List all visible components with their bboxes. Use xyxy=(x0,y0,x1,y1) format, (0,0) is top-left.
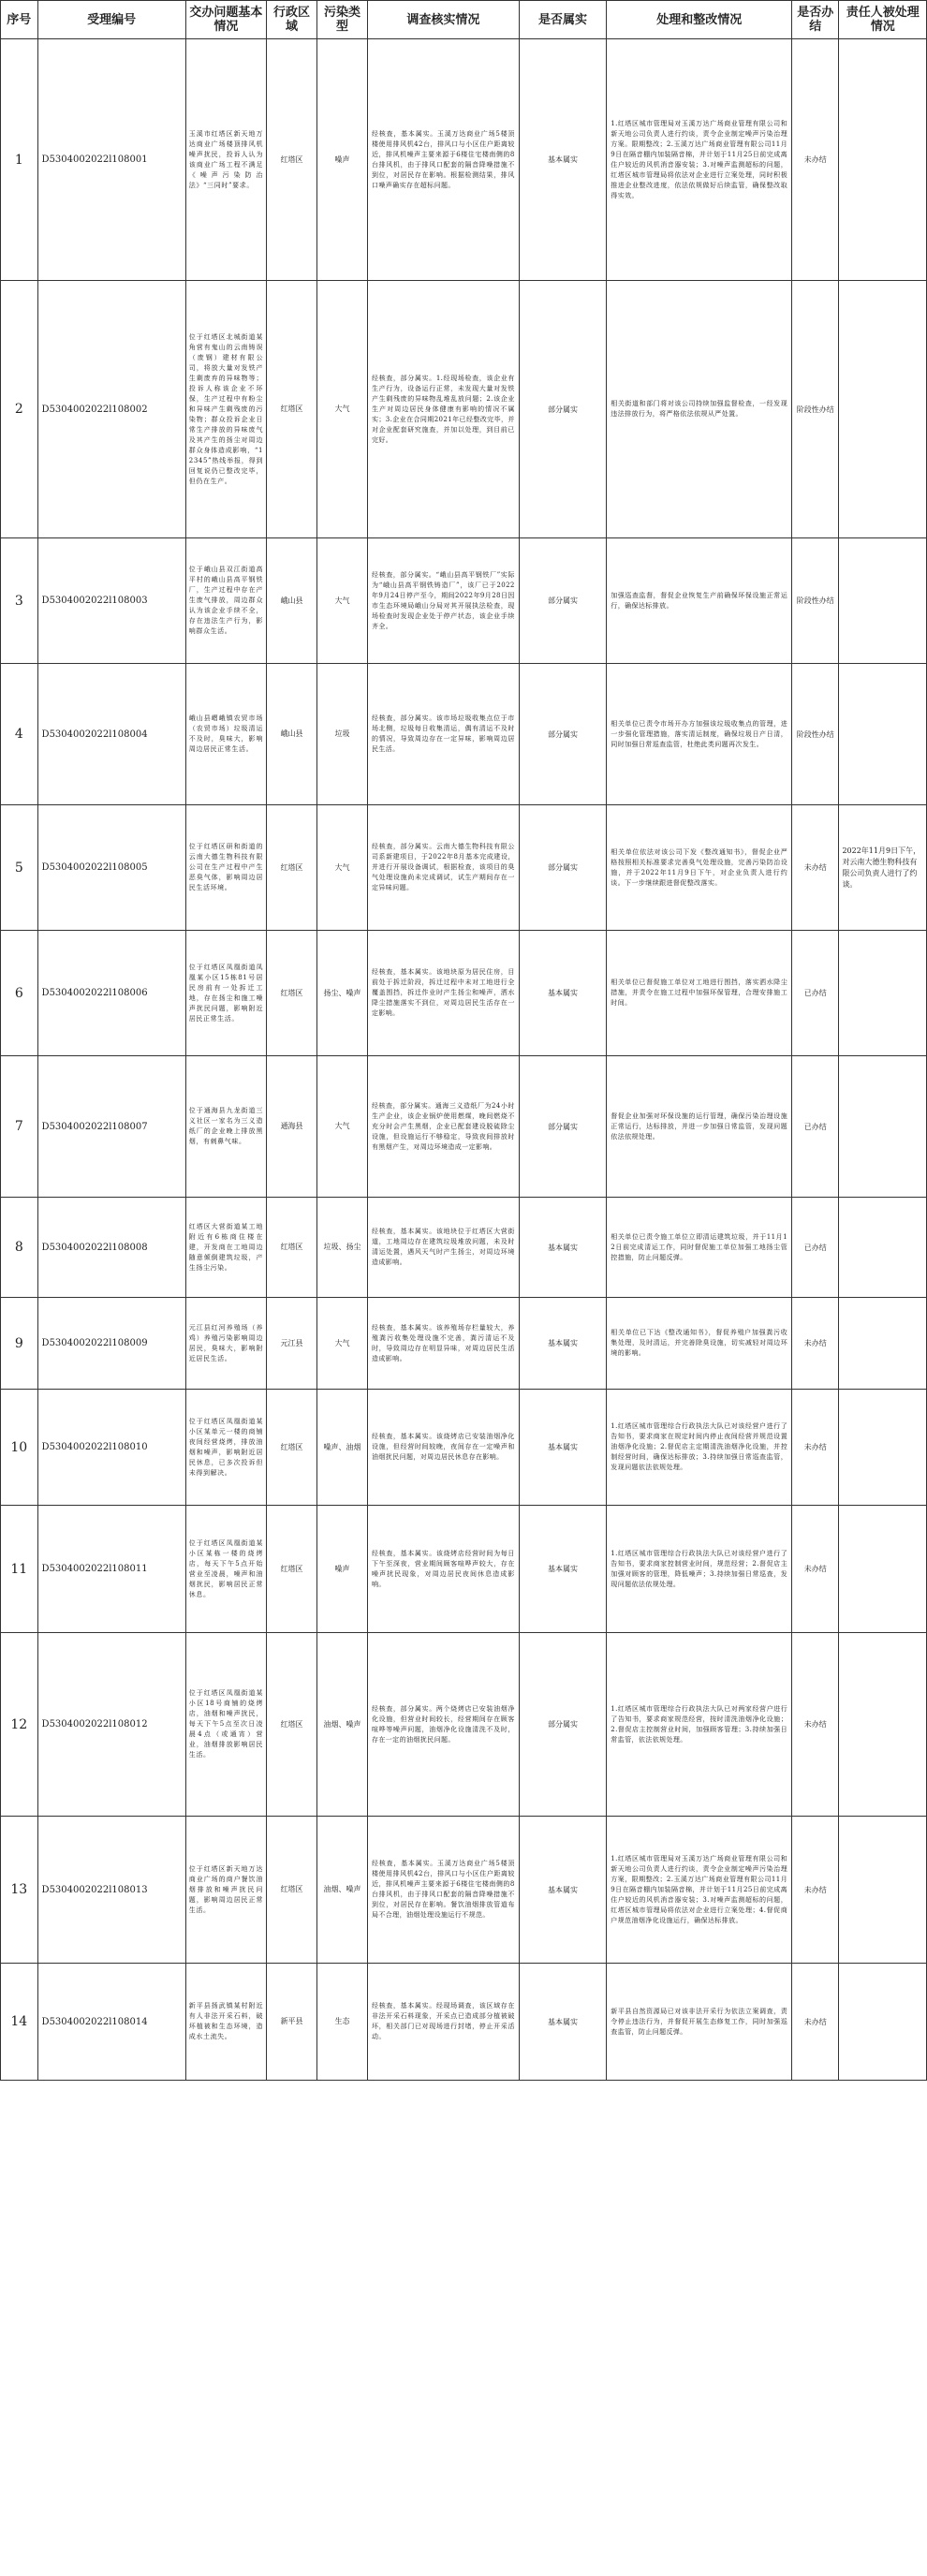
complaint-id: D5304002022l108011 xyxy=(37,1506,185,1633)
investigation-finding: 经核查，基本属实。该地块原为居民住房，目前处于拆迁阶段，拆迁过程中未对工地进行全覆盖围挡，拆迁作业时产生扬尘和噪声，洒水降尘措施落实不到位，对周边居民生活存在一定影响。 xyxy=(367,931,519,1056)
rectification-result: 相关单位依法对该公司下发《整改通知书》，督促企业严格按照相关标准要求完善臭气处理设施，完善污染防治设施，并于2022年11月9日下午，对企业负责人进行约谈。下一步继续跟进督促整改落实。 xyxy=(607,805,792,931)
table-row xyxy=(1,1633,927,1817)
table-row xyxy=(1,281,927,538)
complaint-description: 位于红塔区凤凰街道某小区18号商铺的烧烤店，油烟和噪声扰民，每天下午5点至次日凌晨4点（或通宵）营业，油烟排放影响居民生活。 xyxy=(185,1633,266,1817)
pollution-type: 油烟、噪声 xyxy=(317,1817,368,1964)
verified-status: 基本属实 xyxy=(519,1506,607,1633)
row-number: 10 xyxy=(1,1390,38,1506)
investigation-finding: 经核查，部分属实。通海三义造纸厂为24小时生产企业，该企业锅炉使用燃煤，晚间燃烧不充分时会产生黑烟，企业已配套建设脱硫除尘设施，但设施运行不够稳定，导致夜间排放时有黑烟产生，对周边环境造成一定影响。 xyxy=(367,1056,519,1198)
table-row xyxy=(1,1198,927,1298)
complaint-id: D5304002022l108002 xyxy=(37,281,185,538)
completion-status: 阶段性办结 xyxy=(792,538,839,664)
investigation-finding: 经核查，基本属实。经现场调查，该区域存在非法开采石料现象，开采点已造成部分植被破坏，相关部门已对现场进行封堵，停止开采活动。 xyxy=(367,1964,519,2081)
investigation-finding: 经核查，部分属实。1.经现场检查，该企业有生产行为，设备运行正常，未发现大量对发铁产生剩残废的异味物乱堆乱放问题；2.该企业生产对周边居民身体健康有影响的情况不属实；3.企业在合同期2021年已经整改完毕，并对企业配套研究施查，并加以处理，到目前已完好。 xyxy=(367,281,519,538)
complaint-id: D5304002022l108010 xyxy=(37,1390,185,1506)
table-row xyxy=(1,1298,927,1390)
admin-area: 红塔区 xyxy=(267,931,317,1056)
admin-area: 红塔区 xyxy=(267,1633,317,1817)
rectification-result: 1.红塔区城市管理综合行政执法大队已对两家经营户进行了告知书，要求商家规范经营，按时清洗油烟净化设施；2.督促店主控制营业时间，加强顾客管理；3.持续加强日常监管，依法依规处理。 xyxy=(607,1633,792,1817)
pollution-type: 噪声、油烟 xyxy=(317,1390,368,1506)
completion-status: 未办结 xyxy=(792,1964,839,2081)
row-number: 12 xyxy=(1,1633,38,1817)
complaint-id: D5304002022l108005 xyxy=(37,805,185,931)
admin-area: 红塔区 xyxy=(267,1390,317,1506)
header-desc: 交办问题基本情况 xyxy=(185,1,266,39)
completion-status: 未办结 xyxy=(792,1633,839,1817)
table-row xyxy=(1,1964,927,2081)
row-number: 11 xyxy=(1,1506,38,1633)
responsible-handling xyxy=(839,1390,927,1506)
header-done: 是否办结 xyxy=(792,1,839,39)
complaint-description: 红塔区大营街道某工地附近有6栋商住楼在建，开发商在工地周边随意倾倒建筑垃圾，产生扬尘污染。 xyxy=(185,1198,266,1298)
pollution-type: 大气 xyxy=(317,281,368,538)
completion-status: 未办结 xyxy=(792,1298,839,1390)
header-area: 行政区域 xyxy=(267,1,317,39)
completion-status: 未办结 xyxy=(792,39,839,281)
header-no: 序号 xyxy=(1,1,38,39)
verified-status: 基本属实 xyxy=(519,1298,607,1390)
pollution-type: 扬尘、噪声 xyxy=(317,931,368,1056)
pollution-type: 垃圾、扬尘 xyxy=(317,1198,368,1298)
complaint-description: 新平县扬武镇某村附近有人非法开采石料，破坏植被和生态环境，造成水土流失。 xyxy=(185,1964,266,2081)
verified-status: 部分属实 xyxy=(519,1633,607,1817)
investigation-finding: 经核查，部分属实。“峨山县高平钢铁厂”实际为“峨山县高平钢铁铸造厂”，该厂已于2022年9月24日停产至今，期间2022年9月28日因市生态环境局峨山分局对其开展执法检查，现场检查时发现企业处于停产状态，该企业手续齐全。 xyxy=(367,538,519,664)
responsible-handling xyxy=(839,1198,927,1298)
completion-status: 未办结 xyxy=(792,1506,839,1633)
completion-status: 阶段性办结 xyxy=(792,281,839,538)
investigation-finding: 经核查，基本属实。该养殖场存栏量较大，养殖粪污收集处理设施不完善，粪污清运不及时，导致周边存在明显异味，对周边居民生活造成影响。 xyxy=(367,1298,519,1390)
responsible-handling xyxy=(839,1633,927,1817)
row-number: 1 xyxy=(1,39,38,281)
row-number: 6 xyxy=(1,931,38,1056)
table-header-row xyxy=(1,1,927,39)
table-row xyxy=(1,805,927,931)
responsible-handling xyxy=(839,281,927,538)
investigation-finding: 经核查，部分属实。两个烧烤店已安装油烟净化设施，但营业时间较长，经营期间存在顾客喧哗等噪声问题，油烟净化设施清洗不及时，存在一定的油烟扰民问题。 xyxy=(367,1633,519,1817)
header-is-true: 是否属实 xyxy=(519,1,607,39)
verified-status: 基本属实 xyxy=(519,1198,607,1298)
admin-area: 红塔区 xyxy=(267,1198,317,1298)
responsible-handling xyxy=(839,538,927,664)
admin-area: 红塔区 xyxy=(267,39,317,281)
pollution-type: 大气 xyxy=(317,1056,368,1198)
pollution-type: 噪声 xyxy=(317,39,368,281)
investigation-finding: 经核查，基本属实。玉溪万达商业广场5楼顶楼使用排风机42台，排风口与小区住户距离较近，排风机噪声主要来源于6楼住宅楼南侧的8台排风机，由于排风口配套的隔音降噪措施不到位，对居民存在影响。餐饮油烟排放管道布局不合理，油烟处理设施运行不规范。 xyxy=(367,1817,519,1964)
complaint-id: D5304002022l108014 xyxy=(37,1964,185,2081)
header-result: 处理和整改情况 xyxy=(607,1,792,39)
responsible-handling xyxy=(839,664,927,805)
rectification-result: 相关单位已督促施工单位对工地进行围挡，落实洒水降尘措施，并责令在施工过程中加强环保管理，合理安排施工时间。 xyxy=(607,931,792,1056)
complaint-id: D5304002022l108004 xyxy=(37,664,185,805)
complaint-description: 位于通海县九龙街道三义社区一家名为三义造纸厂的企业晚上排放黑烟，有刺鼻气味。 xyxy=(185,1056,266,1198)
verified-status: 基本属实 xyxy=(519,39,607,281)
verified-status: 基本属实 xyxy=(519,931,607,1056)
table-row xyxy=(1,1056,927,1198)
table-row xyxy=(1,664,927,805)
rectification-result: 相关单位已责令施工单位立即清运建筑垃圾，并于11月12日前完成清运工作，同时督促施工单位加强工地扬尘管控措施，防止问题反弹。 xyxy=(607,1198,792,1298)
complaint-description: 位于峨山县双江街道高平村的峨山县高平钢铁厂，生产过程中存在产生废气排放，周边群众认为该企业手续不全，存在违法生产行为，影响群众生活。 xyxy=(185,538,266,664)
responsible-handling xyxy=(839,1817,927,1964)
admin-area: 红塔区 xyxy=(267,281,317,538)
rectification-result: 1.红塔区城市管理综合行政执法大队已对该经营户进行了告知书，要求商家在规定时间内停止夜间经营并规范设置油烟净化设施；2.督促店主定期清洗油烟净化设施，并控制经营时间，确保达标排放；3.持续加强日常巡查监管，发现问题依法依规处理。 xyxy=(607,1390,792,1506)
rectification-result: 1.红塔区城市管理综合行政执法大队已对该经营户进行了告知书，要求商家控制营业时间，规范经营；2.督促店主加强对顾客的管理，降低噪声；3.持续加强日常巡查，发现问题依法依规处理。 xyxy=(607,1506,792,1633)
verified-status: 部分属实 xyxy=(519,1056,607,1198)
row-number: 13 xyxy=(1,1817,38,1964)
investigation-finding: 经核查，基本属实。该烧烤店已安装油烟净化设施，但经营时间较晚，夜间存在一定噪声和油烟扰民问题，对周边居民休息存在影响。 xyxy=(367,1390,519,1506)
completion-status: 未办结 xyxy=(792,1817,839,1964)
responsible-handling: 2022年11月9日下午，对云南大德生物科技有限公司负责人进行了约谈。 xyxy=(839,805,927,931)
row-number: 4 xyxy=(1,664,38,805)
table-row xyxy=(1,1390,927,1506)
rectification-result: 相关街道和部门将对该公司持续加强监督检查，一经发现违法排放行为，将严格依法依规从严处置。 xyxy=(607,281,792,538)
rectification-result: 相关单位已下达《整改通知书》，督促养殖户加强粪污收集处理，及时清运，并完善除臭设施，切实减轻对周边环境的影响。 xyxy=(607,1298,792,1390)
header-id: 受理编号 xyxy=(37,1,185,39)
responsible-handling xyxy=(839,1298,927,1390)
verified-status: 基本属实 xyxy=(519,1390,607,1506)
completion-status: 已办结 xyxy=(792,1198,839,1298)
responsible-handling xyxy=(839,931,927,1056)
admin-area: 通海县 xyxy=(267,1056,317,1198)
complaint-description: 位于红塔区凤凰街道某小区某单元一楼的商铺夜间经营烧烤，排放油烟和噪声，影响附近居民休息，已多次投诉但未得到解决。 xyxy=(185,1390,266,1506)
complaint-description: 玉溪市红塔区新天地万达商业广场楼顶排风机噪声扰民，投诉人认为该商业广场工程不满足《噪声污染防治法》“三同时”要求。 xyxy=(185,39,266,281)
investigation-finding: 经核查，基本属实。玉溪万达商业广场5楼顶楼使用排风机42台，排风口与小区住户距离较近，排风机噪声主要来源于6楼住宅楼南侧的8台排风机，由于排风口配套的隔音降噪措施不到位，对居民存在影响。根据检测结果，排风口噪声确实存在超标问题。 xyxy=(367,39,519,281)
table-row xyxy=(1,39,927,281)
header-investigation: 调查核实情况 xyxy=(367,1,519,39)
complaint-id: D5304002022l108007 xyxy=(37,1056,185,1198)
completion-status: 已办结 xyxy=(792,931,839,1056)
complaint-id: D5304002022l108006 xyxy=(37,931,185,1056)
responsible-handling xyxy=(839,1506,927,1633)
completion-status: 已办结 xyxy=(792,1056,839,1198)
row-number: 9 xyxy=(1,1298,38,1390)
pollution-type: 大气 xyxy=(317,538,368,664)
verified-status: 部分属实 xyxy=(519,805,607,931)
complaint-description: 位于红塔区研和街道的云南大德生物科技有限公司在生产过程中产生恶臭气体，影响周边居民生活环境。 xyxy=(185,805,266,931)
complaint-description: 峨山县嶍峨镇农贸市场（农贸市场）垃圾清运不及时，臭味大，影响周边居民正常生活。 xyxy=(185,664,266,805)
pollution-type: 噪声 xyxy=(317,1506,368,1633)
header-type: 污染类型 xyxy=(317,1,368,39)
admin-area: 新平县 xyxy=(267,1964,317,2081)
verified-status: 部分属实 xyxy=(519,538,607,664)
complaint-description: 位于红塔区凤凰街道某小区某栋一楼的烧烤店，每天下午5点开始营业至凌晨，噪声和油烟扰民，影响居民正常休息。 xyxy=(185,1506,266,1633)
row-number: 5 xyxy=(1,805,38,931)
responsible-handling xyxy=(839,1964,927,2081)
admin-area: 峨山县 xyxy=(267,664,317,805)
admin-area: 元江县 xyxy=(267,1298,317,1390)
completion-status: 阶段性办结 xyxy=(792,664,839,805)
investigation-finding: 经核查，部分属实。云南大德生物科技有限公司系新建项目，于2022年8月基本完成建设，并进行开展设备调试，根据检查，该项目的臭气处理设施尚未完成调试，试生产期间存在一定异味问题。 xyxy=(367,805,519,931)
complaint-description: 位于红塔区北城街道某角营有鬼山的云南铸误（废钢）建材有限公司，将放大量对发铁产生剩废弃的异味物等；投诉人称该企业不环保，生产过程中有粉尘和异味产生剩残废的污染物；群众投诉企业日常生产排放的异味废气及其产生的扬尘对周边群众身体造成影响，“12345”热线举报，得到回复说仍已整改完毕，但仍在生产。 xyxy=(185,281,266,538)
admin-area: 红塔区 xyxy=(267,1506,317,1633)
row-number: 2 xyxy=(1,281,38,538)
complaint-id: D5304002022l108003 xyxy=(37,538,185,664)
rectification-result: 督促企业加强对环保设施的运行管理，确保污染治理设施正常运行，达标排放，并进一步加强日常监管，发现问题依法依规处理。 xyxy=(607,1056,792,1198)
pollution-type: 垃圾 xyxy=(317,664,368,805)
pollution-type: 大气 xyxy=(317,805,368,931)
table-row xyxy=(1,1817,927,1964)
rectification-result: 1.红塔区城市管理局对玉溪万达广场商业管理有限公司和新天地公司负责人进行约谈，责令企业制定噪声污染治理方案，限期整改；2.玉溪万达广场商业管理有限公司11月9日在隔音棚内加装隔音棉，并计划于11月25日前完成离住户较近的风机消音器安装；3.对噪声监测超标的问题，红塔区城市管理局将依法对企业进行立案处理；4.督促商户规范油烟净化设施运行，确保达标排放。 xyxy=(607,1817,792,1964)
table-row xyxy=(1,931,927,1056)
investigation-finding: 经核查，基本属实。该烧烤店经营时间为每日下午至深夜，营业期间顾客喧哗声较大，存在噪声扰民现象，对周边居民夜间休息造成影响。 xyxy=(367,1506,519,1633)
pollution-type: 油烟、噪声 xyxy=(317,1633,368,1817)
verified-status: 基本属实 xyxy=(519,1964,607,2081)
verified-status: 基本属实 xyxy=(519,1817,607,1964)
complaint-description: 位于红塔区新天地万达商业广场的商户餐饮油烟排放和噪声扰民问题，影响周边居民正常生活。 xyxy=(185,1817,266,1964)
admin-area: 红塔区 xyxy=(267,1817,317,1964)
completion-status: 未办结 xyxy=(792,805,839,931)
admin-area: 红塔区 xyxy=(267,805,317,931)
complaint-id: D5304002022l108001 xyxy=(37,39,185,281)
row-number: 7 xyxy=(1,1056,38,1198)
complaint-description: 位于红塔区凤凰街道凤凰某小区15栋81号居民房前有一处拆迁工地，存在扬尘和施工噪声扰民问题，影响附近居民正常生活。 xyxy=(185,931,266,1056)
verified-status: 部分属实 xyxy=(519,281,607,538)
complaint-id: D5304002022l108013 xyxy=(37,1817,185,1964)
rectification-result: 加强巡查监督，督促企业恢复生产前确保环保设施正常运行，确保达标排放。 xyxy=(607,538,792,664)
verified-status: 部分属实 xyxy=(519,664,607,805)
complaint-id: D5304002022l108012 xyxy=(37,1633,185,1817)
pollution-type: 大气 xyxy=(317,1298,368,1390)
complaint-id: D5304002022l108009 xyxy=(37,1298,185,1390)
complaint-id: D5304002022l108008 xyxy=(37,1198,185,1298)
table-row xyxy=(1,1506,927,1633)
header-responsible: 责任人被处理情况 xyxy=(839,1,927,39)
row-number: 3 xyxy=(1,538,38,664)
row-number: 14 xyxy=(1,1964,38,2081)
row-number: 8 xyxy=(1,1198,38,1298)
table-row xyxy=(1,538,927,664)
rectification-result: 1.红塔区城市管理局对玉溪万达广场商业管理有限公司和新天地公司负责人进行约谈，责令企业制定噪声污染治理方案。限期整改；2.玉溪万达广场商业管理有限公司11月9日在隔音棚内加装隔音棉，并计划于11月25日前完成离住户较近的风机消音器安装；3.对噪声监测超标的问题，红塔区城市管理局将依法对企业进行立案处理，同时积极推进企业整改进度，依法依规做好后续监管，确保整改取得实效。 xyxy=(607,39,792,281)
rectification-result: 相关单位已责令市场开办方加强该垃圾收集点的管理，进一步强化管理措施，落实清运制度，确保垃圾日产日清，同时加强日常巡查监管，杜绝此类问题再次发生。 xyxy=(607,664,792,805)
admin-area: 峨山县 xyxy=(267,538,317,664)
responsible-handling xyxy=(839,1056,927,1198)
complaint-description: 元江县红河养殖场（养鸡）养殖污染影响周边居民，臭味大，影响附近居民生活。 xyxy=(185,1298,266,1390)
investigation-finding: 经核查，基本属实。该地块位于红塔区大营街道，工地周边存在建筑垃圾堆放问题，未及时清运处置，遇风天气时产生扬尘，对周边环境造成影响。 xyxy=(367,1198,519,1298)
investigation-finding: 经核查，部分属实。该市场垃圾收集点位于市场北侧，垃圾每日收集清运，偶有清运不及时的情况，导致周边存在一定异味，影响周边居民生活。 xyxy=(367,664,519,805)
rectification-result: 新平县自然资源局已对该非法开采行为依法立案调查，责令停止违法行为，并督促开展生态修复工作，同时加强巡查监管，防止问题反弹。 xyxy=(607,1964,792,2081)
pollution-type: 生态 xyxy=(317,1964,368,2081)
responsible-handling xyxy=(839,39,927,281)
completion-status: 未办结 xyxy=(792,1390,839,1506)
